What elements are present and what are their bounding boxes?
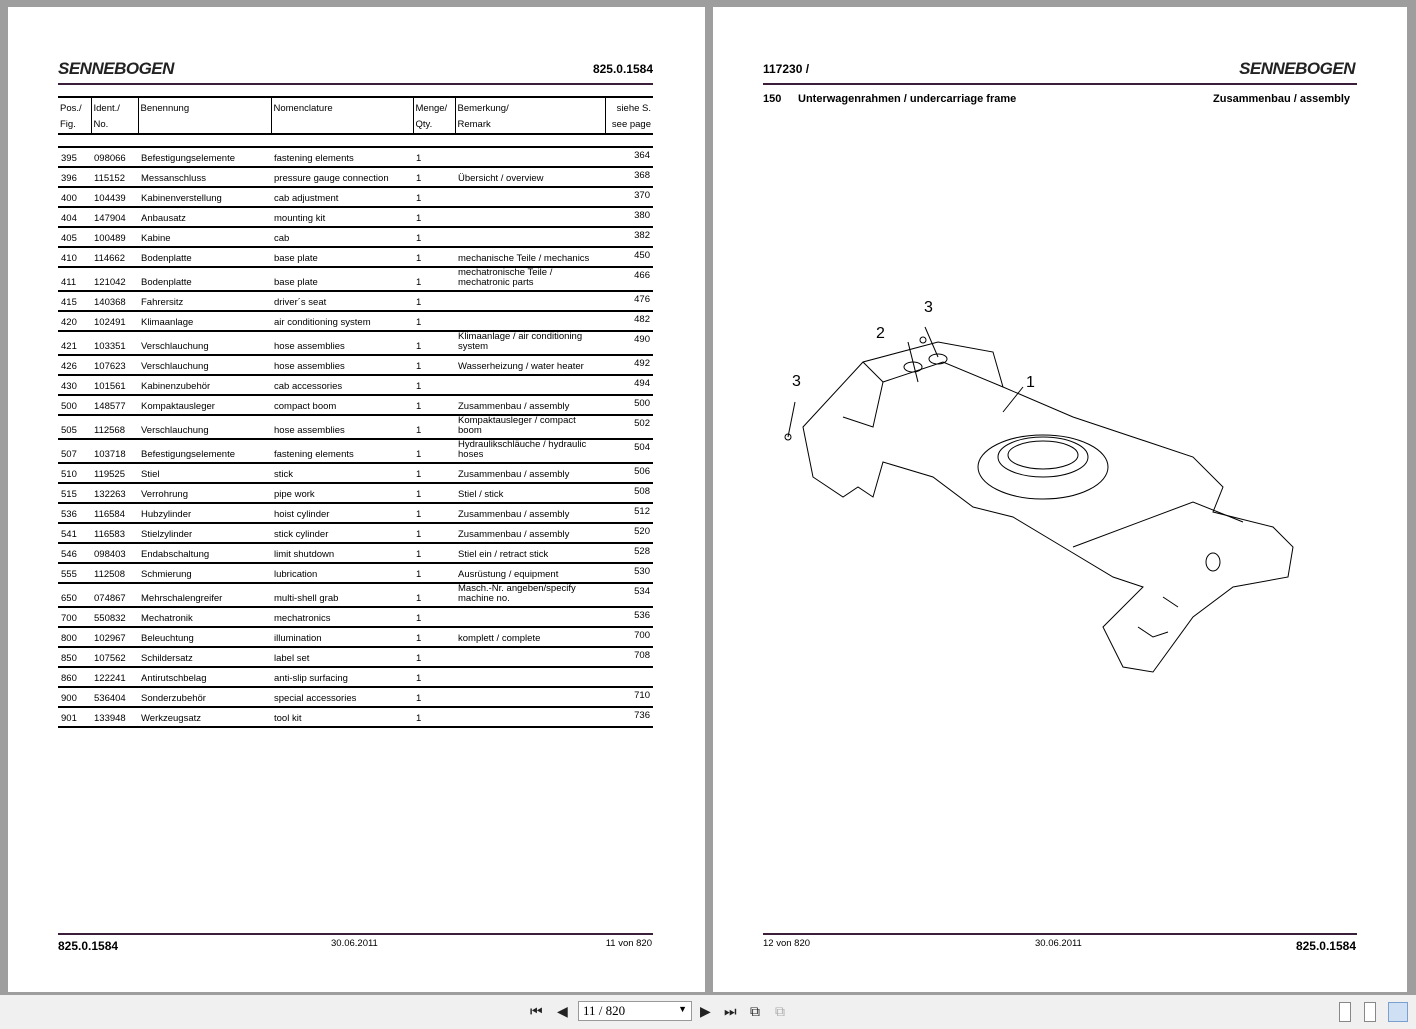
table-cell: 1	[413, 375, 455, 395]
table-cell: 901	[58, 707, 91, 727]
table-cell: 382	[605, 227, 653, 247]
table-cell: Verschlauchung	[138, 331, 271, 355]
table-cell	[455, 375, 605, 395]
header-text: Benennung	[140, 103, 190, 114]
header-text: Menge/	[415, 103, 448, 114]
table-cell: 550832	[91, 607, 138, 627]
table-row	[58, 247, 653, 267]
table-cell: cab accessories	[271, 375, 413, 395]
table-cell: mechatronics	[271, 607, 413, 627]
table-cell: base plate	[271, 267, 413, 291]
table-cell: 1	[413, 227, 455, 247]
table-cell: 380	[605, 207, 653, 227]
table-cell: 1	[413, 207, 455, 227]
callout-2: 2	[876, 325, 885, 342]
table-cell	[455, 227, 605, 247]
table-cell: mounting kit	[271, 207, 413, 227]
table-cell: hose assemblies	[271, 331, 413, 355]
header-text: Pos./	[60, 103, 82, 114]
two-page-view-button[interactable]	[1388, 1002, 1408, 1022]
table-row	[58, 687, 653, 707]
table-cell: 430	[58, 375, 91, 395]
table-row	[58, 607, 653, 627]
table-cell: Anbausatz	[138, 207, 271, 227]
table-cell: Kabine	[138, 227, 271, 247]
column-header	[413, 97, 455, 134]
table-cell: 1	[413, 583, 455, 607]
table-cell: 400	[58, 187, 91, 207]
table-cell: 710	[605, 687, 653, 707]
table-cell: Zusammenbau / assembly	[455, 395, 605, 415]
next-page-button[interactable]: ▶	[700, 1003, 711, 1019]
table-cell: 1	[413, 523, 455, 543]
table-cell: 107562	[91, 647, 138, 667]
table-cell	[455, 187, 605, 207]
table-row	[58, 415, 653, 439]
table-row	[58, 563, 653, 583]
table-cell: air conditioning system	[271, 311, 413, 331]
table-cell: 148577	[91, 395, 138, 415]
table-cell: compact boom	[271, 395, 413, 415]
table-cell: 107623	[91, 355, 138, 375]
table-row	[58, 167, 653, 187]
table-cell: 536	[605, 607, 653, 627]
table-cell: 098403	[91, 543, 138, 563]
table-cell: 736	[605, 707, 653, 727]
table-cell: 505	[58, 415, 91, 439]
table-row	[58, 331, 653, 355]
table-cell: 104439	[91, 187, 138, 207]
column-header	[271, 97, 413, 134]
parts-table	[58, 96, 653, 728]
pdf-toolbar	[0, 995, 1416, 1029]
table-cell	[455, 147, 605, 167]
table-cell: hose assemblies	[271, 355, 413, 375]
table-cell: Wasserheizung / water heater	[455, 355, 605, 375]
page-value: 11 / 820	[583, 1003, 626, 1018]
table-cell: 500	[605, 395, 653, 415]
table-cell: 1	[413, 187, 455, 207]
table-cell: 555	[58, 563, 91, 583]
table-cell: 420	[58, 311, 91, 331]
undercarriage-frame-drawing	[773, 287, 1333, 687]
table-cell: 116583	[91, 523, 138, 543]
table-row	[58, 395, 653, 415]
table-cell	[455, 607, 605, 627]
table-cell	[455, 311, 605, 331]
header-text: Nomenclature	[273, 103, 333, 114]
table-cell: 1	[413, 627, 455, 647]
table-cell: 1	[413, 483, 455, 503]
table-cell: 1	[413, 311, 455, 331]
go-forward-view-icon[interactable]: ⧉	[775, 1003, 785, 1019]
table-cell: Verrohrung	[138, 483, 271, 503]
table-cell: 500	[58, 395, 91, 415]
chevron-down-icon: ▼	[678, 1004, 687, 1014]
table-cell: limit shutdown	[271, 543, 413, 563]
table-cell: 102491	[91, 311, 138, 331]
table-row	[58, 187, 653, 207]
footer-rule	[763, 933, 1357, 935]
table-cell: Bodenplatte	[138, 267, 271, 291]
right-page	[713, 7, 1407, 992]
first-page-button[interactable]: ⏮	[530, 1003, 543, 1019]
table-cell: 541	[58, 523, 91, 543]
footer-date: 30.06.2011	[1035, 938, 1082, 949]
table-cell: 900	[58, 687, 91, 707]
table-cell	[455, 207, 605, 227]
table-cell: 114662	[91, 247, 138, 267]
table-cell: 530	[605, 563, 653, 583]
table-cell: Stielzylinder	[138, 523, 271, 543]
table-cell: 122241	[91, 667, 138, 687]
left-page	[8, 7, 705, 992]
table-cell: Stiel	[138, 463, 271, 483]
column-header	[605, 97, 653, 134]
table-row	[58, 647, 653, 667]
table-cell: Befestigungselemente	[138, 439, 271, 463]
table-cell: 1	[413, 563, 455, 583]
table-cell: lubrication	[271, 563, 413, 583]
table-cell: Schmierung	[138, 563, 271, 583]
table-cell: 1	[413, 415, 455, 439]
table-cell	[455, 667, 605, 687]
table-row	[58, 627, 653, 647]
table-cell: Klimaanlage	[138, 311, 271, 331]
table-cell: 115152	[91, 167, 138, 187]
table-cell: 370	[605, 187, 653, 207]
table-row	[58, 583, 653, 607]
ident-number: 117230 /	[763, 62, 810, 76]
table-cell: 700	[58, 607, 91, 627]
table-cell: pressure gauge connection	[271, 167, 413, 187]
table-cell: 1	[413, 331, 455, 355]
header-text: Fig.	[60, 119, 76, 130]
table-row	[58, 267, 653, 291]
table-cell: komplett / complete	[455, 627, 605, 647]
table-cell: Kompaktausleger	[138, 395, 271, 415]
callout-3-top: 3	[924, 299, 933, 316]
table-row	[58, 667, 653, 687]
table-cell: 103351	[91, 331, 138, 355]
table-cell: Messanschluss	[138, 167, 271, 187]
table-cell: Mehrschalengreifer	[138, 583, 271, 607]
table-cell: 404	[58, 207, 91, 227]
table-row	[58, 543, 653, 563]
table-cell: 1	[413, 395, 455, 415]
table-cell: 368	[605, 167, 653, 187]
table-cell: 512	[605, 503, 653, 523]
table-cell: 850	[58, 647, 91, 667]
page-selector[interactable]	[578, 1001, 692, 1021]
table-cell	[455, 707, 605, 727]
table-cell: Klimaanlage / air conditioning system	[455, 331, 605, 355]
table-cell: 415	[58, 291, 91, 311]
table-row	[58, 375, 653, 395]
table-cell: Werkzeugsatz	[138, 707, 271, 727]
table-cell: Befestigungselemente	[138, 147, 271, 167]
table-row	[58, 439, 653, 463]
table-cell: tool kit	[271, 707, 413, 727]
table-cell: 504	[605, 439, 653, 463]
header-rule	[763, 83, 1357, 85]
table-cell: 411	[58, 267, 91, 291]
table-cell: 1	[413, 463, 455, 483]
table-cell: 1	[413, 607, 455, 627]
table-cell: Verschlauchung	[138, 415, 271, 439]
table-cell: 140368	[91, 291, 138, 311]
table-cell: 466	[605, 267, 653, 291]
table-cell: hoist cylinder	[271, 503, 413, 523]
table-cell: 421	[58, 331, 91, 355]
table-row	[58, 707, 653, 727]
table-cell: 1	[413, 267, 455, 291]
previous-page-button[interactable]: ◀	[557, 1003, 568, 1019]
table-cell: Bodenplatte	[138, 247, 271, 267]
table-cell: 536	[58, 503, 91, 523]
table-cell: 860	[58, 667, 91, 687]
table-cell: 112508	[91, 563, 138, 583]
table-cell: mechatronische Teile / mechatronic parts	[455, 267, 605, 291]
table-cell: 074867	[91, 583, 138, 607]
table-cell: Übersicht / overview	[455, 167, 605, 187]
table-cell: 1	[413, 291, 455, 311]
table-cell: 1	[413, 439, 455, 463]
header-text: siehe S.	[616, 103, 651, 114]
column-header	[455, 97, 605, 134]
single-page-view-button[interactable]	[1339, 1002, 1351, 1022]
table-cell: hose assemblies	[271, 415, 413, 439]
table-cell: 520	[605, 523, 653, 543]
table-cell: Fahrersitz	[138, 291, 271, 311]
table-cell: Beleuchtung	[138, 627, 271, 647]
table-cell: 102967	[91, 627, 138, 647]
table-cell: Zusammenbau / assembly	[455, 503, 605, 523]
table-cell: 492	[605, 355, 653, 375]
table-cell: cab adjustment	[271, 187, 413, 207]
table-cell: 1	[413, 667, 455, 687]
table-cell: 395	[58, 147, 91, 167]
assembly-title: Unterwagenrahmen / undercarriage frame	[798, 93, 1017, 105]
table-cell: 507	[58, 439, 91, 463]
table-cell: mechanische Teile / mechanics	[455, 247, 605, 267]
table-cell: 364	[605, 147, 653, 167]
table-cell: 534	[605, 583, 653, 607]
footer-page: 12 von 820	[763, 938, 811, 949]
table-cell: Verschlauchung	[138, 355, 271, 375]
sennebogen-logo: SENNEBOGEN	[1239, 59, 1355, 78]
table-cell: 103718	[91, 439, 138, 463]
table-cell: Mechatronik	[138, 607, 271, 627]
table-cell: Stiel ein / retract stick	[455, 543, 605, 563]
table-cell: 121042	[91, 267, 138, 291]
table-cell: 116584	[91, 503, 138, 523]
table-row	[58, 227, 653, 247]
table-cell: anti-slip surfacing	[271, 667, 413, 687]
table-cell: fastening elements	[271, 439, 413, 463]
table-row	[58, 291, 653, 311]
table-cell	[455, 291, 605, 311]
table-cell: label set	[271, 647, 413, 667]
table-cell: Hydraulikschläuche / hydraulic hoses	[455, 439, 605, 463]
table-cell: 101561	[91, 375, 138, 395]
table-cell: 1	[413, 247, 455, 267]
table-cell: 650	[58, 583, 91, 607]
footer-page: 11 von 820	[605, 938, 652, 949]
table-cell: Kabinenzubehör	[138, 375, 271, 395]
table-cell: 515	[58, 483, 91, 503]
table-cell: 405	[58, 227, 91, 247]
table-cell: Schildersatz	[138, 647, 271, 667]
go-back-view-icon[interactable]: ⧉	[750, 1003, 760, 1019]
table-cell: 119525	[91, 463, 138, 483]
table-cell: 112568	[91, 415, 138, 439]
table-cell: 476	[605, 291, 653, 311]
footer-date: 30.06.2011	[331, 938, 378, 949]
table-cell: 1	[413, 647, 455, 667]
column-header	[138, 97, 271, 134]
table-cell: Zusammenbau / assembly	[455, 523, 605, 543]
table-cell: Stiel / stick	[455, 483, 605, 503]
table-cell: 396	[58, 167, 91, 187]
header-text: Remark	[457, 119, 491, 130]
table-row	[58, 311, 653, 331]
table-cell: Antirutschbelag	[138, 667, 271, 687]
doc-number: 825.0.1584	[592, 62, 653, 76]
last-page-button[interactable]: ⏭	[724, 1003, 737, 1019]
table-cell: 410	[58, 247, 91, 267]
table-cell: 510	[58, 463, 91, 483]
table-cell: Sonderzubehör	[138, 687, 271, 707]
header-text: Bemerkung/	[457, 103, 509, 114]
table-cell: 494	[605, 375, 653, 395]
table-cell: Kompaktausleger / compact boom	[455, 415, 605, 439]
table-cell: cab	[271, 227, 413, 247]
footer-doc-number: 825.0.1584	[1295, 939, 1356, 953]
table-cell	[455, 687, 605, 707]
table-cell: 502	[605, 415, 653, 439]
table-cell: 147904	[91, 207, 138, 227]
table-cell: 133948	[91, 707, 138, 727]
group-number: 150	[763, 93, 782, 105]
table-row	[58, 503, 653, 523]
table-cell: 1	[413, 503, 455, 523]
table-cell: 536404	[91, 687, 138, 707]
table-cell: Endabschaltung	[138, 543, 271, 563]
header-text: see page	[611, 119, 651, 130]
column-header	[58, 97, 91, 134]
table-row	[58, 463, 653, 483]
table-cell: 708	[605, 647, 653, 667]
table-cell: 426	[58, 355, 91, 375]
header-text: No.	[93, 119, 109, 130]
table-cell	[455, 647, 605, 667]
table-cell: 800	[58, 627, 91, 647]
footer-rule	[58, 933, 653, 935]
table-cell: Ausrüstung / equipment	[455, 563, 605, 583]
table-row	[58, 147, 653, 167]
table-row	[58, 355, 653, 375]
table-cell: pipe work	[271, 483, 413, 503]
table-cell: Zusammenbau / assembly	[455, 463, 605, 483]
footer-doc-number: 825.0.1584	[58, 939, 119, 953]
table-cell: multi-shell grab	[271, 583, 413, 607]
table-cell: 1	[413, 707, 455, 727]
table-cell: Masch.-Nr. angeben/specify machine no.	[455, 583, 605, 607]
table-row	[58, 483, 653, 503]
table-cell: 1	[413, 543, 455, 563]
table-cell: 1	[413, 687, 455, 707]
table-cell: 132263	[91, 483, 138, 503]
table-cell: 700	[605, 627, 653, 647]
callout-3-left: 3	[792, 373, 801, 390]
table-cell: illumination	[271, 627, 413, 647]
table-row	[58, 523, 653, 543]
table-cell: stick	[271, 463, 413, 483]
table-row	[58, 207, 653, 227]
table-cell: base plate	[271, 247, 413, 267]
header-text: Qty.	[415, 119, 433, 130]
sennebogen-logo: SENNEBOGEN	[58, 59, 174, 78]
table-cell	[605, 667, 653, 687]
table-cell: stick cylinder	[271, 523, 413, 543]
table-cell: 528	[605, 543, 653, 563]
table-cell: special accessories	[271, 687, 413, 707]
table-cell: 098066	[91, 147, 138, 167]
callout-1: 1	[1026, 374, 1035, 391]
header-text: Ident./	[93, 103, 120, 114]
header-rule	[58, 83, 653, 85]
table-cell: 450	[605, 247, 653, 267]
table-cell: 1	[413, 147, 455, 167]
table-cell: Hubzylinder	[138, 503, 271, 523]
table-cell: 1	[413, 167, 455, 187]
table-cell: Kabinenverstellung	[138, 187, 271, 207]
column-header	[91, 97, 138, 134]
table-cell: driver´s seat	[271, 291, 413, 311]
table-cell: 1	[413, 355, 455, 375]
table-cell: 482	[605, 311, 653, 331]
table-cell: 508	[605, 483, 653, 503]
table-cell: fastening elements	[271, 147, 413, 167]
table-cell: 506	[605, 463, 653, 483]
table-cell: 100489	[91, 227, 138, 247]
table-cell: 546	[58, 543, 91, 563]
continuous-view-button[interactable]	[1364, 1002, 1376, 1022]
table-cell: 490	[605, 331, 653, 355]
assembly-subtitle: Zusammenbau / assembly	[1213, 93, 1350, 105]
